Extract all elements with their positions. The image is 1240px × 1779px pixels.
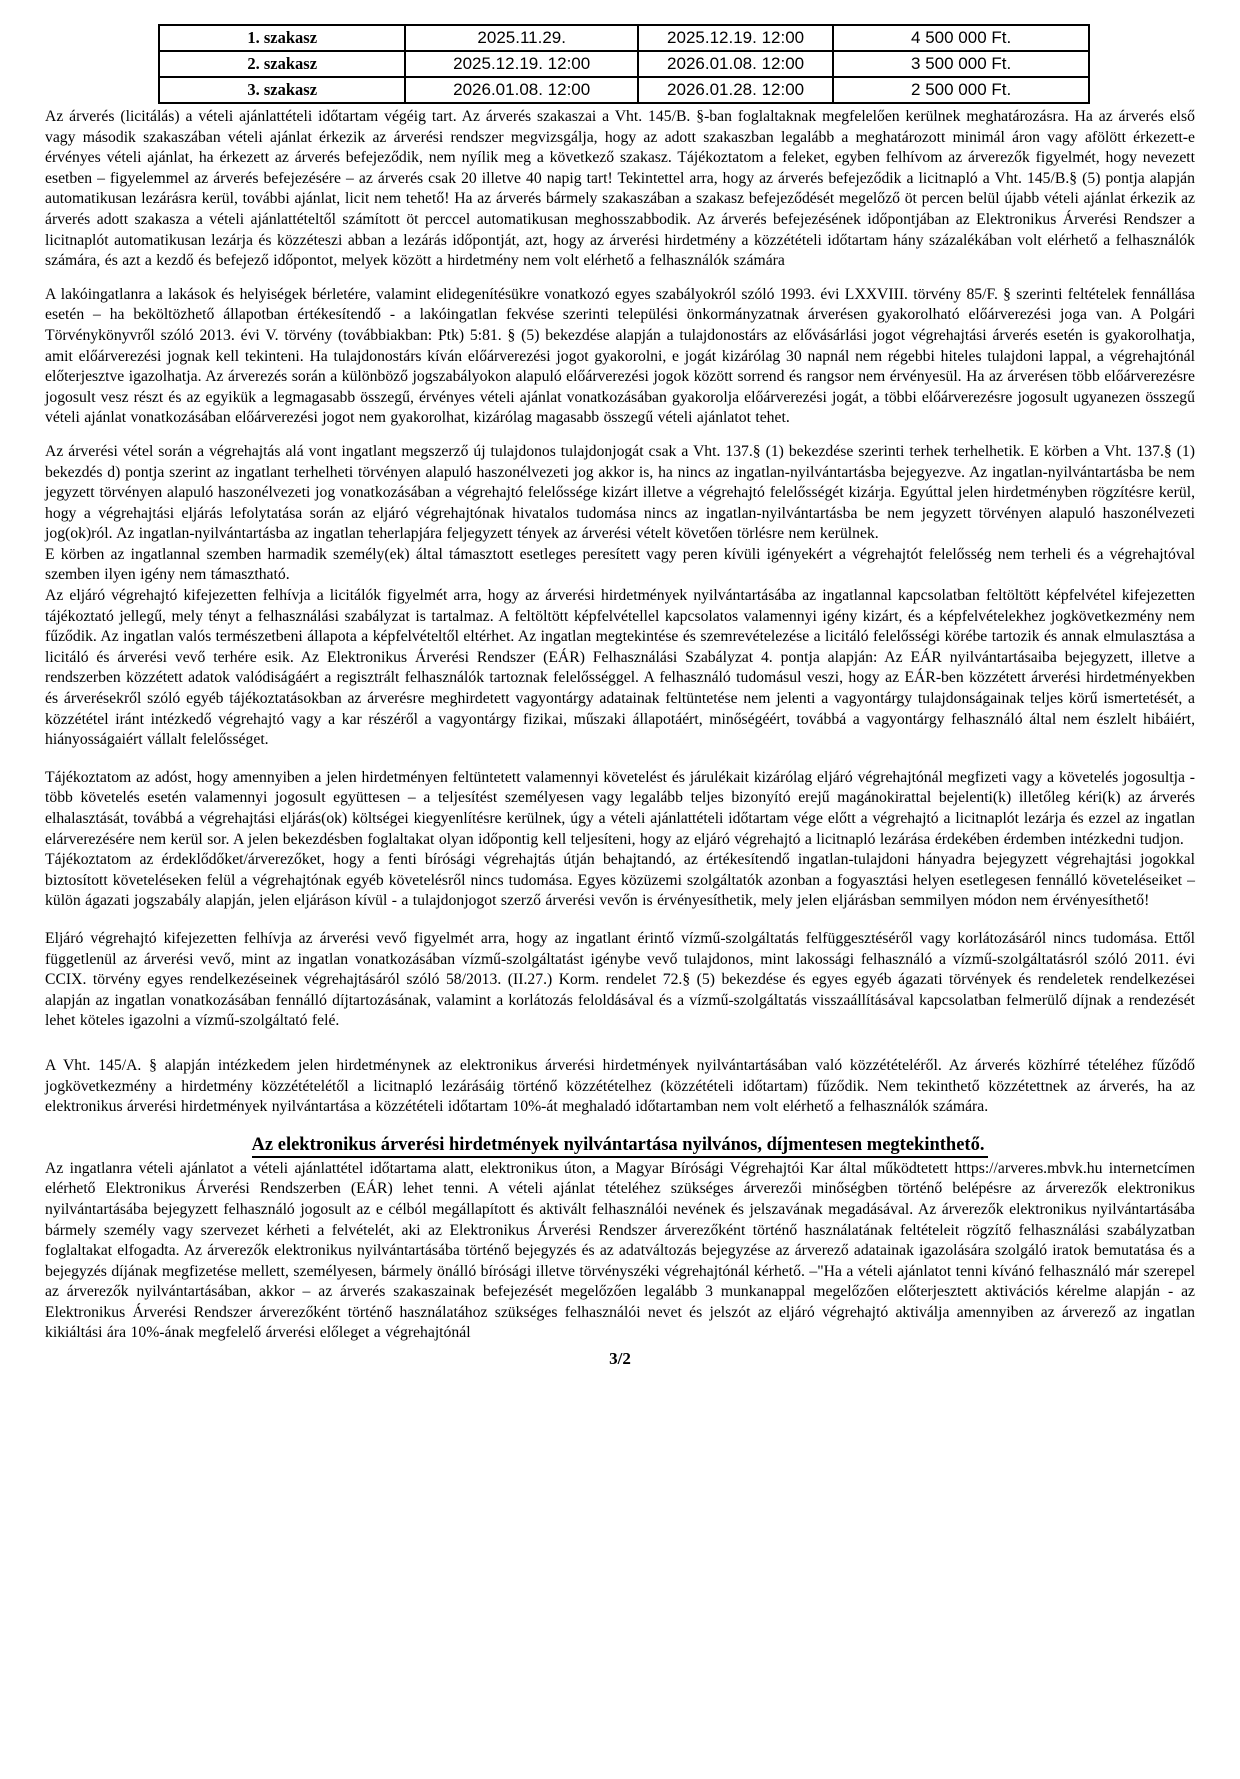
paragraph-photo-disclaimer: Az eljáró végrehajtó kifejezetten felhívja a licitálók figyelmét arra, hogy az árverési hirdetmények nyilvántartásába az ingatlannal kapcsolatban feltöltött képfelvétel kifejezetten tájékoztató jellegű, mely tényt a felhasználási szabályzat is tartalmaz. A feltöltött képfelvétellel kapcsolatos valamennyi igény kizárt, és a képfelvételekhez jogkövetkezmény nem fűződik. Az ingatlan valós természetbeni állapota a képfelvételtől eltérhet. Az ingatlan megtekintése és szemrevételezése a licitáló felelősségi körébe tartozik és annak elmulasztása a licitáló és árverési vevő terhére esik. Az Elektronikus Árverési Rendszer (EÁR) Felhasználási Szabályzat 4. pontja alapján: Az EÁR nyilvántartásaiba bejegyzett, illetve a rendszerben közzétett adatok valódiságáért a regisztrált felhasználók tartoznak felelősséggel. A felhasználó tudomásul veszi, hogy az EÁR-ben közzétett árverési hirdetményekben és árverésekről szóló egyéb tájékoztatásokban az árverésre meghirdetett vagyontárgy adatainak feltüntetése nem jelenti a vagyontárgy tulajdonságainak teljes körű ismertetését, a közzététel iránt intézkedő végrehajtó vagy a kar részéről a vagyontárgy fizikai, műszaki állapotáért, minőségéért, továbbá a vagyontárgy felhasználó által nem észlelt hibáiért, hiányosságaiért vállalt felelősséget. <box>45 587 1195 749</box>
paragraph-preemption-rights: A lakóingatlanra a lakások és helyiségek bérletére, valamint elidegenítésükre vonatkozó egyes szabályokról szóló 1993. évi LXXVIII. törvény 85/F. § szerinti feltételek fennállása esetén – ha beköltözhető állapotban értékesítendő - a lakóingatlan fekvése szerinti települési önkormányzatnak árverésen gyakorolható előárverezési joga van. A Polgári Törvénykönyvről szóló 2013. évi V. törvény (továbbiakban: Ptk) 5:81. § (5) bekezdése alapján a tulajdonostárs az elővásárlási jogot végrehajtási árverés esetén is gyakorolhatja, amit előárverezési jognak kell tekinteni. Ha tulajdonostárs kíván előárverezési jogot gyakorolni, e jogát kizárólag 30 napnál nem régebbi hiteles tulajdoni lappal, a végrehajtónál előterjesztve igazolhatja. Az árverezés során a különböző jogszabályokon alapuló előárverezési jogok között sorrend és rangsor nem érvényesül. Ha az árverésen több előárverezésre jogosult vesz részt és az egyikük a legmagasabb összegű, érvényes vételi ajánlat vonatkozásában gyakorolja előárverezési jogát, a többi előárverezésre jogosult ugyanezen összegű vételi ajánlat vonatkozásában előárverezési jogot nem gyakorolhat, kizárólag magasabb összegű vételi ajánlatot tehet. <box>45 285 1195 427</box>
table-row-stage-3 <box>159 77 1089 103</box>
stage-1-end: 2025.12.19. 12:00 <box>638 25 833 51</box>
paragraph-water-utility: Eljáró végrehajtó kifejezetten felhívja az árverési vevő figyelmét arra, hogy az ingatlant érintő vízmű-szolgáltatás felfüggesztéséről vagy korlátozásáról nincs tudomása. Ettől függetlenül az árverési vevő, mint az ingatlan vonatkozásában vízmű-szolgáltatást igénybe vevő tulajdonos, mint lakossági felhasználó a vízmű-szolgáltatásról szóló 2011. évi CCIX. törvény egyes rendelkezéseinek végrehajtásáról szóló 58/2013. (II.27.) Korm. rendelet 72.§ (5) bekezdése és egyes egyéb ágazati törvények és rendeletek rendelkezései alapján az ingatlan vonatkozásában fennálló díjtartozásának, valamint a korlátozás feloldásával és a vízmű-szolgáltatás visszaállításával kapcsolatban felmerülő díjnak a rendezését lehet köteles igazolni a vízmű-szolgáltató felé. <box>45 929 1195 1030</box>
paragraph-publication: A Vht. 145/A. § alapján intézkedem jelen hirdetménynek az elektronikus árverési hirdetmények nyilvántartásában való közzétételéről. Az árverés közhírré tételéhez fűződő jogkövetkezmény a hirdetmény közzétételétől a licitnapló lezárásáig történő közzétételhez (közzétételi időtartam) fűződik. Nem tekinthető közzétettnek az árverés, ha az elektronikus árverési hirdetmények nyilvántartása a közzétételi időtartam 10%-át meghaladó időtartamban nem volt elérhető a felhasználók számára. <box>45 1056 1195 1116</box>
stage-3-label: 3. szakasz <box>159 77 405 103</box>
paragraph-bidding-rules: Az ingatlanra vételi ajánlatot a vételi ajánlattétel időtartama alatt, elektronikus úton, a Magyar Bírósági Végrehajtói Kar által működtetett https://arveres.mbvk.hu internetcímen elérhető Elektronikus Árverési Rendszerben (EÁR) lehet tenni. A vételi ajánlat tételéhez szükséges árverezői minőségben történő belépésre az árverezők elektronikus nyilvántartásába bejegyzett felhasználó jogosult az e célból megállapított és aktivált felhasználói nevének és jelszavának megadásával. Az árverezők elektronikus nyilvántartásába bármely személy vagy szervezet kérheti a felvételét, aki az Elektronikus Árverési Rendszer árverezőként történő használatának feltételeit rögzítő felhasználási szabályzatban foglaltakat elfogadta. Az árverezők elektronikus nyilvántartásába történő bejegyzés és az adatváltozás bejegyzése az árverező adatainak igazolására szolgáló iratok bemutatása és a bejegyzés díjának megfizetése mellett, személyesen, bármely önálló bírósági illetve törvényszéki végrehajtónál kérhető. –"Ha a vételi ajánlatot tenni kívánó felhasználó már szerepel az árverezők nyilvántartásában, akkor – az árverés szakaszainak befejezését megelőzően legalább 3 munkanappal megelőzően előterjesztett aktivációs kérelme alapján - az Elektronikus Árverési Rendszer árverezőként történő használatához szükséges felhasználói nevet és jelszót az eljáró végrehajtó aktiválja amennyiben az árverező az ingatlan kikiáltási ára 10%-ának megfelelő árverési előleget a végrehajtónál <box>45 1159 1195 1342</box>
table-row-stage-1 <box>159 25 1089 51</box>
page-number: 3/2 <box>609 1349 631 1369</box>
auction-stages-table <box>158 24 1090 104</box>
stage-2-label: 2. szakasz <box>159 51 405 77</box>
stage-2-start: 2025.12.19. 12:00 <box>405 51 638 77</box>
paragraph-other-claims: Tájékoztatom az érdeklődőket/árverezőket, hogy a fenti bírósági végrehajtás útján behajtandó, az értékesítendő ingatlan-tulajdoni hányadra bejegyzett végrehajtási jogokkal biztosított követeléseken felül a végrehajtónak egyéb követelésről nincs tudomása. Egyes közüzemi szolgáltatók azonban a fogyasztási helyen esetlegesen fennálló követeléseiket – külön ágazati jogszabály alapján, jelen eljáráson kívül - a tulajdonjogot szerző árverési vevőn is érvényesíthetik, mely jelen eljárásban semmilyen módon nem érvényesíthető! <box>45 851 1195 910</box>
stage-3-start: 2026.01.08. 12:00 <box>405 77 638 103</box>
stage-1-start: 2025.11.29. <box>405 25 638 51</box>
stage-2-min-price: 3 500 000 Ft. <box>833 51 1089 77</box>
paragraph-auction-duration: Az árverés (licitálás) a vételi ajánlattételi időtartam végéig tart. Az árverés szakaszai a Vht. 145/B. §-ban foglaltaknak megfelelően kerülnek meghatározásra. Ha az árverés első vagy második szakaszában vételi ajánlat érkezik az árverési rendszer megvizsgálja, hogy az adott szakaszban legalább a meghatározott minimál áron vagy afölött érkezett-e érvényes vételi ajánlat, ha érkezett az árverés befejeződik, nem nyílik meg a következő szakasz. Tájékoztatom a feleket, egyben felhívom az árverezők figyelmét, hogy nevezett esetben – figyelemmel az árverés befejezésére – az árverés csak 20 illetve 40 napig tart! Tekintettel arra, hogy az árverés befejeződik a licitnapló a Vht. 145/B.§ (5) pontja alapján automatikusan lezárásra kerül, további ajánlat, licit nem tehető! Ha az árverés bármely szakaszában a szakasz befejeződését megelőző öt percen belül újabb vételi ajánlat érkezik az árverés adott szakasza a vételi ajánlattételtől számított öt perccel automatikusan meghosszabbodik. Az árverés befejezésének időpontjában az Elektronikus Árverési Rendszer a licitnaplót automatikusan lezárja és közzéteszi abban a lezárás időpontját, azt, hogy az árverési hirdetmény a közzétételi időtartam hány százalékában volt elérhető a felhasználók számára, és azt a kezdő és befejező időpontot, melyek között a hirdetmény nem volt elérhető a felhasználók számára <box>45 108 1195 270</box>
paragraph-encumbrances: Az árverési vétel során a végrehajtás alá vont ingatlant megszerző új tulajdonos tulajdonjogát csak a Vht. 137.§ (1) bekezdése szerinti terhek terhelhetik. E körben a Vht. 137.§ (1) bekezdés d) pontja szerint az ingatlant terhelheti törvényen alapuló haszonélvezeti jog akkor is, ha nincs az ingatlan-nyilvántartásba bejegyezve. Az ingatlan-nyilvántartásba be nem jegyzett törvényen alapuló haszonélvezeti jog vonatkozásában a végrehajtó felelőssége kizárt illetve a végrehajtó felelősségét kizárja. Egyúttal jelen hirdetményben rögzítésre kerül, hogy a végrehajtási eljárás lefolytatása során az eljáró végrehajtónak hivatalos tudomása nincs az ingatlan-nyilvántartásba be nem jegyzett törvényen alapuló haszonélvezeti jog(ok)ról. Az ingatlan-nyilvántartásba az ingatlan teherlapjára feljegyzett tények az árverési vételt követően törlésre nem kerülnek. <box>45 442 1195 543</box>
auction-notice-page <box>0 24 1240 1779</box>
table-row-stage-2 <box>159 51 1089 77</box>
paragraph-third-party-claims: E körben az ingatlannal szemben harmadik személy(ek) által támasztott esetleges peresített vagy peren kívüli igényekért a végrehajtót felelősség nem terheli és a végrehajtóval szemben ilyen igény nem támasztható. <box>45 545 1195 584</box>
registry-public-heading <box>45 1133 1195 1157</box>
paragraph-debtor-payment: Tájékoztatom az adóst, hogy amennyiben a jelen hirdetményen feltüntetett valamennyi követelést és járulékait kizárólag eljáró végrehajtónál megfizeti vagy a követelés jogosultja - több követelés esetén valamennyi jogosult együttesen – a teljesítést személyesen vagy legalább teljes bizonyító erejű magánokirattal bejelenti(k) illetőleg kéri(k) az árverés elhalasztását, továbbá a végrehajtási eljárás(ok) költségei kiegyenlítésre kerülnek, úgy a vételi ajánlattételi időtartam vége előtt a végrehajtó a licitnaplót lezárja és ezzel az ingatlan elárverezésére nem kerül sor. A jelen bekezdésben foglaltakat olyan időpontig kell teljesíteni, hogy az eljáró végrehajtó a licitnapló lezárása érdekében érdemben intézkedni tudjon. <box>45 768 1195 848</box>
stage-1-min-price: 4 500 000 Ft. <box>833 25 1089 51</box>
stage-3-min-price: 2 500 000 Ft. <box>833 77 1089 103</box>
stage-2-end: 2026.01.08. 12:00 <box>638 51 833 77</box>
registry-public-heading-text: Az elektronikus árverési hirdetmények nyilvántartása nyilvános, díjmentesen megtekinthető. <box>252 1135 989 1158</box>
stage-1-label: 1. szakasz <box>159 25 405 51</box>
stage-3-end: 2026.01.28. 12:00 <box>638 77 833 103</box>
